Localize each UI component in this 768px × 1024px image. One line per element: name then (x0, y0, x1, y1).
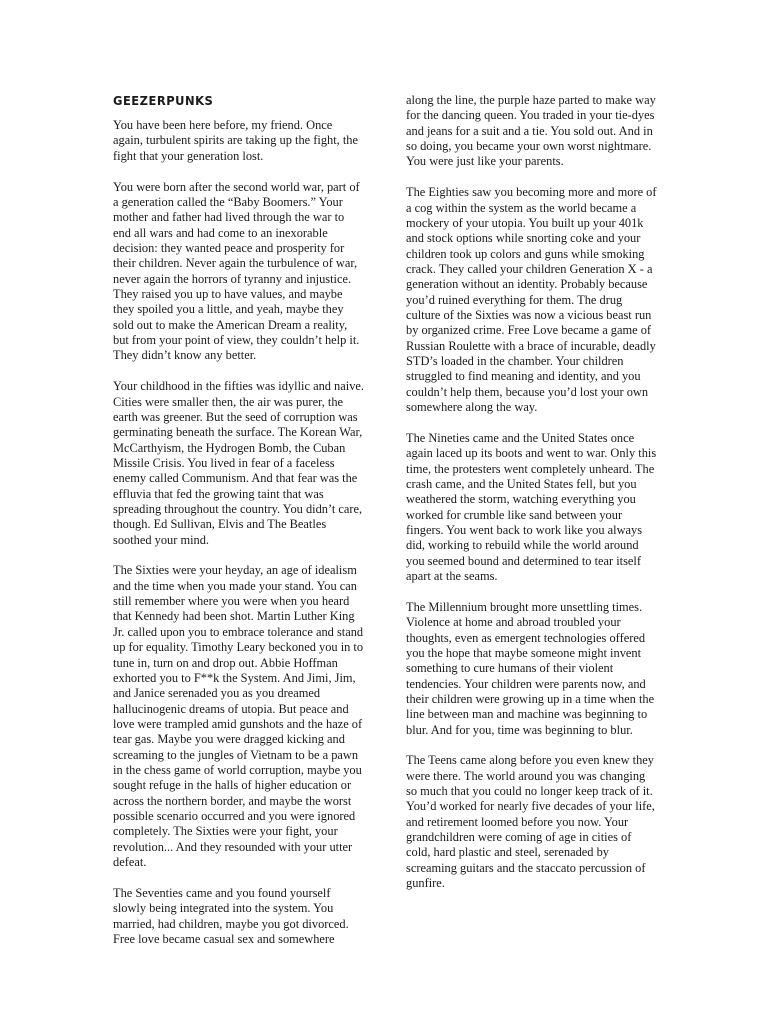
paragraph: The Teens came along before you even knew they were there. The world around you was changing so much that you could no longer keep track of it. You’d worked for nearly five decades of your life, and retirement loomed before you now. Your grandchildren were coming of age in cities of cold, hard plastic and steel, serenaded by screaming guitars and the staccato percussion of gunfire. (406, 753, 655, 891)
paragraph: The Seventies came and you found yourself slowly being integrated into the system. You married, had children, maybe you got divorced. Free love became casual sex and somewhere (113, 885, 349, 946)
right-column (406, 93, 658, 907)
paragraph: The Eighties saw you becoming more and more of a cog within the system as the world became a mockery of your utopia. You built up your 401k and stock options while snorting coke and your children took up colors and guns while smoking crack. They called your children Generation X - a generation without an identity. Probably because you’d ruined everything for them. The drug culture of the Sixties was now a vicious beast run by organized crime. Free Love became a game of Russian Roulette with a brace of incurable, deadly STD’s loaded in the chamber. Your children struggled to find meaning and identity, and you couldn’t help them, because you’d lost your own somewhere along the way. (406, 185, 657, 415)
paragraph: You have been here before, my friend. Once again, turbulent spirits are taking up the fight, the fight that your generation lost. (113, 118, 358, 163)
document-title: GEEZERPUNKS (113, 93, 214, 109)
paragraph: The Millennium brought more unsettling times. Violence at home and abroad troubled your thoughts, even as emergent technologies offered you the hope that maybe someone might invent something to cure humans of their violent tendencies. Your children were parents now, and their children were growing up in a time when the line between man and machine was beginning to blur. And for you, time was beginning to blur. (406, 599, 655, 737)
paragraph: The Nineties came and the United States once again laced up its boots and went to war. Only this time, the protesters went completely unheard. The crash came, and the United States fell, but you weathered the storm, watching everything you worked for crumble like sand between your fingers. You went back to work like you always did, working to rebuild while the world around you seemed bound and determined to tear itself apart at the seams. (406, 430, 657, 583)
left-column (113, 93, 365, 963)
paragraph: You were born after the second world war, part of a generation called the “Baby Boomers.” Your mother and father had lived through the war to end all wars and had come to an inexorable decision: they wanted peace and prosperity for their children. Never again the turbulence of war, never again the horrors of tyranny and injustice. They raised you up to have values, and maybe they spoiled you a little, and yeah, maybe they sold out to make the American Dream a reality, but from your point of view, they couldn’t help it. They didn’t know any better. (113, 179, 360, 363)
paragraph: The Sixties were your heyday, an age of idealism and the time when you made your stand. You can still remember where you were when you heard that Kennedy had been shot. Martin Luther King Jr. called upon you to embrace tolerance and stand up for equality. Timothy Leary beckoned you in to tune in, turn on and drop out. Abbie Hoffman exhorted you to F**k the System. And Jimi, Jim, and Janice serenaded you as you dreamed hallucinogenic dreams of utopia. But peace and love were trampled amid gunshots and the haze of tear gas. Maybe you were dragged kicking and screaming to the jungles of Vietnam to be a pawn in the chess game of world corruption, maybe you sought refuge in the halls of higher education or across the northern border, and maybe the worst possible scenario occurred and you were ignored completely. The Sixties were your fight, your revolution... And they resounded with your utter defeat. (113, 563, 364, 869)
paragraph: Your childhood in the fifties was idyllic and naive. Cities were smaller then, the air was purer, the earth was greener. But the seed of corruption was germinating beneath the surface. The Korean War, McCarthyism, the Hydrogen Bomb, the Cuban Missile Crisis. You lived in fear of a faceless enemy called Communism. And that fear was the effluvia that fed the growing taint that was spreading throughout the country. You didn’t care, though. Ed Sullivan, Elvis and The Beatles soothed your mind. (113, 379, 364, 547)
paragraph: along the line, the purple haze parted to make way for the dancing queen. You traded in your tie-dyes and jeans for a suit and a tie. You sold out. And in so doing, you became your own worst nightmare. You were just like your parents. (406, 93, 656, 169)
